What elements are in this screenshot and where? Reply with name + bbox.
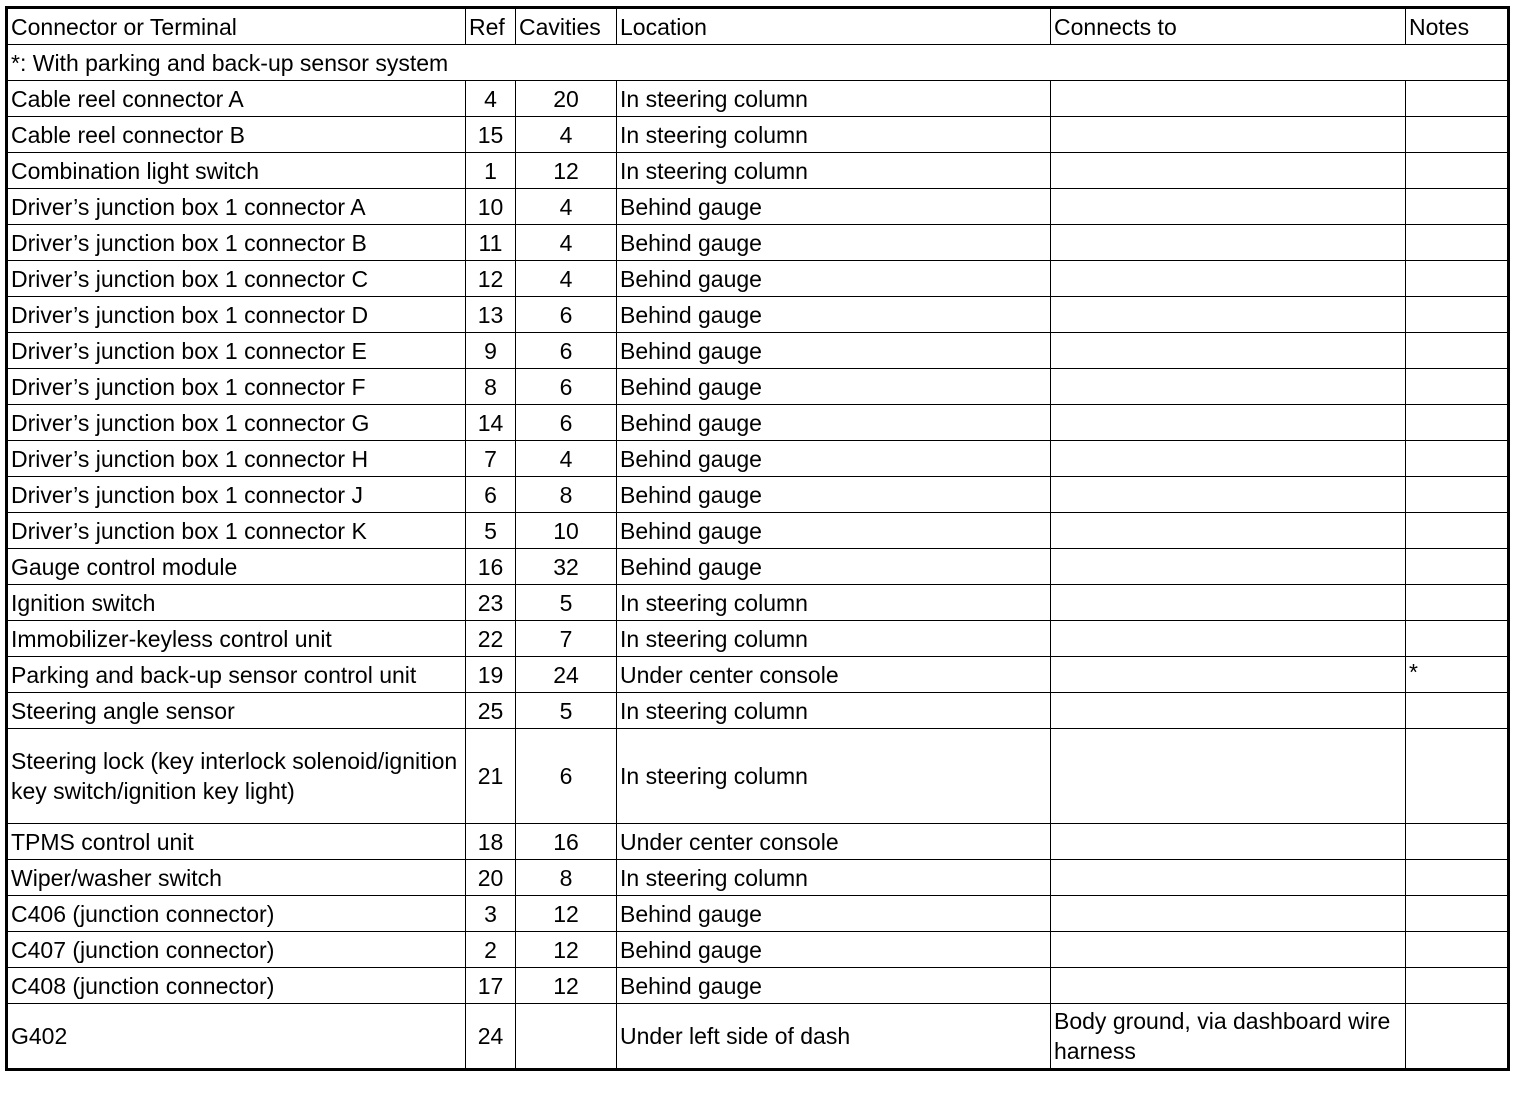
cell-connects-to: [1051, 225, 1406, 261]
cell-connector: C406 (junction connector): [7, 896, 466, 932]
cell-cavities: 12: [516, 153, 617, 189]
cell-connects-to: [1051, 968, 1406, 1004]
cell-location: Under center console: [617, 657, 1051, 693]
table-row: [7, 896, 1509, 932]
col-header-ref: Ref: [466, 8, 516, 45]
cell-cavities: 6: [516, 729, 617, 824]
cell-ref: 17: [466, 968, 516, 1004]
cell-connects-to: [1051, 405, 1406, 441]
cell-notes: [1406, 153, 1509, 189]
cell-connects-to: [1051, 153, 1406, 189]
cell-cavities: 24: [516, 657, 617, 693]
cell-location: Under left side of dash: [617, 1004, 1051, 1070]
cell-ref: 10: [466, 189, 516, 225]
cell-connects-to: [1051, 693, 1406, 729]
cell-location: In steering column: [617, 81, 1051, 117]
cell-cavities: 16: [516, 824, 617, 860]
cell-ref: 24: [466, 1004, 516, 1070]
table-row: [7, 968, 1509, 1004]
cell-connects-to: [1051, 932, 1406, 968]
cell-ref: 20: [466, 860, 516, 896]
cell-location: In steering column: [617, 729, 1051, 824]
cell-ref: 1: [466, 153, 516, 189]
cell-connects-to: [1051, 189, 1406, 225]
table-row: [7, 153, 1509, 189]
cell-ref: 14: [466, 405, 516, 441]
table-row: [7, 189, 1509, 225]
cell-notes: [1406, 549, 1509, 585]
table-row: [7, 225, 1509, 261]
table-row: [7, 824, 1509, 860]
col-header-connects-to: Connects to: [1051, 8, 1406, 45]
cell-connects-to: [1051, 261, 1406, 297]
cell-location: Behind gauge: [617, 189, 1051, 225]
cell-connector: Driver’s junction box 1 connector B: [7, 225, 466, 261]
cell-notes: [1406, 405, 1509, 441]
cell-ref: 12: [466, 261, 516, 297]
cell-ref: 2: [466, 932, 516, 968]
cell-location: Behind gauge: [617, 333, 1051, 369]
table-row: [7, 261, 1509, 297]
col-header-notes: Notes: [1406, 8, 1509, 45]
cell-location: Behind gauge: [617, 968, 1051, 1004]
cell-connects-to: [1051, 117, 1406, 153]
col-header-connector: Connector or Terminal: [7, 8, 466, 45]
cell-cavities: 10: [516, 513, 617, 549]
cell-cavities: 4: [516, 117, 617, 153]
cell-location: Behind gauge: [617, 297, 1051, 333]
cell-notes: [1406, 369, 1509, 405]
cell-notes: [1406, 896, 1509, 932]
cell-connector: Wiper/washer switch: [7, 860, 466, 896]
cell-connector: Driver’s junction box 1 connector G: [7, 405, 466, 441]
cell-ref: 16: [466, 549, 516, 585]
table-row: [7, 441, 1509, 477]
cell-connects-to: [1051, 81, 1406, 117]
cell-ref: 4: [466, 81, 516, 117]
col-header-cavities: Cavities: [516, 8, 617, 45]
cell-connector: Driver’s junction box 1 connector C: [7, 261, 466, 297]
cell-notes: *: [1406, 657, 1509, 693]
cell-ref: 7: [466, 441, 516, 477]
cell-connector: TPMS control unit: [7, 824, 466, 860]
cell-connector: Driver’s junction box 1 connector H: [7, 441, 466, 477]
cell-connector: C407 (junction connector): [7, 932, 466, 968]
cell-connector: Cable reel connector B: [7, 117, 466, 153]
cell-connects-to: [1051, 729, 1406, 824]
cell-location: Behind gauge: [617, 896, 1051, 932]
cell-ref: 21: [466, 729, 516, 824]
cell-ref: 9: [466, 333, 516, 369]
cell-cavities: 4: [516, 225, 617, 261]
cell-notes: [1406, 81, 1509, 117]
cell-cavities: 12: [516, 968, 617, 1004]
table-row: [7, 932, 1509, 968]
cell-notes: [1406, 729, 1509, 824]
cell-connects-to: [1051, 657, 1406, 693]
cell-ref: 23: [466, 585, 516, 621]
cell-location: Behind gauge: [617, 225, 1051, 261]
cell-notes: [1406, 932, 1509, 968]
cell-ref: 19: [466, 657, 516, 693]
cell-connector: Driver’s junction box 1 connector D: [7, 297, 466, 333]
cell-connector: C408 (junction connector): [7, 968, 466, 1004]
cell-connector: Gauge control module: [7, 549, 466, 585]
cell-connector: Driver’s junction box 1 connector K: [7, 513, 466, 549]
table-row: [7, 405, 1509, 441]
cell-notes: [1406, 225, 1509, 261]
cell-notes: [1406, 513, 1509, 549]
footnote-text: *: With parking and back-up sensor system: [7, 45, 1509, 81]
cell-notes: [1406, 261, 1509, 297]
cell-cavities: 6: [516, 369, 617, 405]
cell-location: Behind gauge: [617, 932, 1051, 968]
cell-ref: 5: [466, 513, 516, 549]
cell-ref: 13: [466, 297, 516, 333]
table-row: [7, 477, 1509, 513]
cell-notes: [1406, 477, 1509, 513]
cell-connects-to: Body ground, via dashboard wire harness: [1051, 1004, 1406, 1070]
cell-notes: [1406, 189, 1509, 225]
cell-notes: [1406, 585, 1509, 621]
cell-location: Behind gauge: [617, 513, 1051, 549]
cell-notes: [1406, 441, 1509, 477]
cell-connector: Immobilizer-keyless control unit: [7, 621, 466, 657]
cell-location: Under center console: [617, 824, 1051, 860]
cell-ref: 11: [466, 225, 516, 261]
cell-notes: [1406, 117, 1509, 153]
cell-connector: Cable reel connector A: [7, 81, 466, 117]
connector-table: [5, 6, 1510, 1071]
cell-connector: Combination light switch: [7, 153, 466, 189]
cell-cavities: 4: [516, 189, 617, 225]
table-row: [7, 117, 1509, 153]
cell-connector: Steering lock (key interlock solenoid/ignition key switch/ignition key light): [7, 729, 466, 824]
cell-location: In steering column: [617, 153, 1051, 189]
cell-connects-to: [1051, 896, 1406, 932]
table-row: [7, 585, 1509, 621]
cell-ref: 25: [466, 693, 516, 729]
cell-location: Behind gauge: [617, 441, 1051, 477]
cell-notes: [1406, 693, 1509, 729]
cell-ref: 6: [466, 477, 516, 513]
cell-cavities: 32: [516, 549, 617, 585]
cell-location: In steering column: [617, 585, 1051, 621]
cell-connects-to: [1051, 824, 1406, 860]
cell-cavities: 20: [516, 81, 617, 117]
table-row: [7, 621, 1509, 657]
cell-ref: 15: [466, 117, 516, 153]
cell-connects-to: [1051, 621, 1406, 657]
table-row: [7, 549, 1509, 585]
cell-cavities: 5: [516, 585, 617, 621]
table-row: [7, 693, 1509, 729]
cell-cavities: 8: [516, 477, 617, 513]
cell-cavities: 8: [516, 860, 617, 896]
cell-connects-to: [1051, 369, 1406, 405]
cell-connector: Driver’s junction box 1 connector E: [7, 333, 466, 369]
cell-connects-to: [1051, 297, 1406, 333]
cell-ref: 8: [466, 369, 516, 405]
cell-cavities: 7: [516, 621, 617, 657]
cell-cavities: 6: [516, 297, 617, 333]
table-row: [7, 81, 1509, 117]
cell-cavities: 6: [516, 333, 617, 369]
cell-connects-to: [1051, 441, 1406, 477]
cell-location: Behind gauge: [617, 261, 1051, 297]
cell-location: In steering column: [617, 621, 1051, 657]
cell-connector: Driver’s junction box 1 connector J: [7, 477, 466, 513]
table-row: [7, 333, 1509, 369]
cell-notes: [1406, 1004, 1509, 1070]
cell-location: In steering column: [617, 117, 1051, 153]
cell-cavities: 5: [516, 693, 617, 729]
cell-connector: G402: [7, 1004, 466, 1070]
cell-notes: [1406, 621, 1509, 657]
cell-cavities: 12: [516, 896, 617, 932]
cell-cavities: 12: [516, 932, 617, 968]
cell-cavities: 4: [516, 441, 617, 477]
cell-connector: Ignition switch: [7, 585, 466, 621]
header-row: [7, 8, 1509, 45]
table-row: [7, 860, 1509, 896]
table-row: [7, 369, 1509, 405]
cell-notes: [1406, 860, 1509, 896]
cell-notes: [1406, 297, 1509, 333]
cell-location: In steering column: [617, 693, 1051, 729]
cell-location: Behind gauge: [617, 369, 1051, 405]
cell-ref: 22: [466, 621, 516, 657]
cell-connects-to: [1051, 333, 1406, 369]
cell-connects-to: [1051, 513, 1406, 549]
cell-ref: 3: [466, 896, 516, 932]
cell-connects-to: [1051, 549, 1406, 585]
cell-cavities: 4: [516, 261, 617, 297]
table-row: [7, 297, 1509, 333]
cell-location: Behind gauge: [617, 405, 1051, 441]
cell-cavities: [516, 1004, 617, 1070]
table-row: [7, 1004, 1509, 1070]
cell-notes: [1406, 333, 1509, 369]
cell-connector: Driver’s junction box 1 connector A: [7, 189, 466, 225]
cell-connects-to: [1051, 477, 1406, 513]
cell-location: In steering column: [617, 860, 1051, 896]
cell-ref: 18: [466, 824, 516, 860]
cell-connects-to: [1051, 585, 1406, 621]
cell-location: Behind gauge: [617, 549, 1051, 585]
table-row: [7, 729, 1509, 824]
cell-location: Behind gauge: [617, 477, 1051, 513]
cell-connector: Parking and back-up sensor control unit: [7, 657, 466, 693]
footnote-row: [7, 45, 1509, 81]
cell-connector: Driver’s junction box 1 connector F: [7, 369, 466, 405]
cell-cavities: 6: [516, 405, 617, 441]
table-row: [7, 657, 1509, 693]
cell-connector: Steering angle sensor: [7, 693, 466, 729]
cell-notes: [1406, 968, 1509, 1004]
col-header-location: Location: [617, 8, 1051, 45]
table-row: [7, 513, 1509, 549]
cell-connects-to: [1051, 860, 1406, 896]
cell-notes: [1406, 824, 1509, 860]
